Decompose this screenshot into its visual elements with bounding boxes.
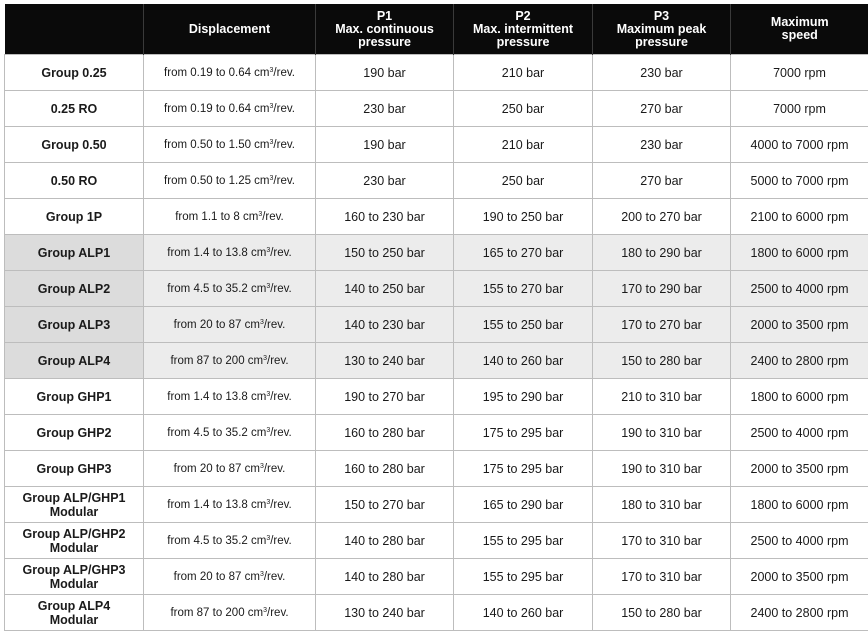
header-row: [5, 4, 868, 55]
table-row: [5, 343, 868, 379]
p3-cell: 230 bar: [593, 55, 731, 91]
p2-cell: 210 bar: [454, 127, 593, 163]
p3-cell: 190 to 310 bar: [593, 415, 731, 451]
group-name-cell: Group 0.25: [5, 55, 144, 91]
max-speed-cell: 2500 to 4000 rpm: [731, 523, 868, 559]
table-row: [5, 235, 868, 271]
p1-cell: 160 to 230 bar: [316, 199, 454, 235]
max-speed-cell: 2000 to 3500 rpm: [731, 451, 868, 487]
header-displacement: Displacement: [144, 4, 316, 55]
max-speed-cell: 2000 to 3500 rpm: [731, 559, 868, 595]
group-name-cell: Group ALP1: [5, 235, 144, 271]
displacement-cell: from 4.5 to 35.2 $cm^3$/rev.: [144, 271, 316, 307]
p2-cell: 210 bar: [454, 55, 593, 91]
p1-cell: 230 bar: [316, 91, 454, 127]
group-name-cell: Group 0.50: [5, 127, 144, 163]
cubic-superscript: 3: [263, 606, 268, 614]
displacement-cell: from 1.4 to 13.8 $cm^3$/rev.: [144, 235, 316, 271]
group-name-cell: 0.50 RO: [5, 163, 144, 199]
pump-specification-table: [4, 4, 868, 631]
max-speed-cell: 7000 rpm: [731, 91, 868, 127]
p1-cell: 150 to 250 bar: [316, 235, 454, 271]
cubic-superscript: 3: [266, 390, 271, 398]
displacement-cell: from 87 to 200 $cm^3$/rev.: [144, 595, 316, 631]
cubic-superscript: 3: [266, 498, 271, 506]
p3-cell: 270 bar: [593, 91, 731, 127]
p1-cell: 140 to 280 bar: [316, 523, 454, 559]
p3-cell: 180 to 290 bar: [593, 235, 731, 271]
p1-cell: 140 to 250 bar: [316, 271, 454, 307]
p1-cell: 150 to 270 bar: [316, 487, 454, 523]
displacement-cell: from 4.5 to 35.2 $cm^3$/rev.: [144, 523, 316, 559]
header-p1: P1 Max. continuous pressure: [316, 4, 454, 55]
p3-cell: 150 to 280 bar: [593, 595, 731, 631]
p2-cell: 140 to 260 bar: [454, 595, 593, 631]
displacement-cell: from 20 to 87 $cm^3$/rev.: [144, 451, 316, 487]
displacement-cell: from 0.19 to 0.64 $cm^3$/rev.: [144, 91, 316, 127]
table-row: [5, 451, 868, 487]
table-row: [5, 379, 868, 415]
table-row: [5, 55, 868, 91]
group-name-cell: Group ALP/GHP3 Modular: [5, 559, 144, 595]
p3-cell: 170 to 310 bar: [593, 523, 731, 559]
p1-cell: 130 to 240 bar: [316, 595, 454, 631]
max-speed-cell: 1800 to 6000 rpm: [731, 235, 868, 271]
max-speed-cell: 2400 to 2800 rpm: [731, 343, 868, 379]
group-name-cell: Group ALP4 Modular: [5, 595, 144, 631]
max-speed-cell: 4000 to 7000 rpm: [731, 127, 868, 163]
max-speed-cell: 2400 to 2800 rpm: [731, 595, 868, 631]
p3-cell: 180 to 310 bar: [593, 487, 731, 523]
p1-cell: 140 to 280 bar: [316, 559, 454, 595]
displacement-cell: from 20 to 87 $cm^3$/rev.: [144, 559, 316, 595]
displacement-cell: from 1.1 to 8 $cm^3$/rev.: [144, 199, 316, 235]
p3-cell: 270 bar: [593, 163, 731, 199]
table-row: [5, 523, 868, 559]
p1-cell: 140 to 230 bar: [316, 307, 454, 343]
displacement-cell: from 0.50 to 1.25 $cm^3$/rev.: [144, 163, 316, 199]
table-row: [5, 199, 868, 235]
displacement-cell: from 0.50 to 1.50 $cm^3$/rev.: [144, 127, 316, 163]
cubic-superscript: 3: [269, 66, 274, 74]
displacement-cell: from 87 to 200 $cm^3$/rev.: [144, 343, 316, 379]
p3-cell: 200 to 270 bar: [593, 199, 731, 235]
max-speed-cell: 5000 to 7000 rpm: [731, 163, 868, 199]
p3-cell: 170 to 310 bar: [593, 559, 731, 595]
p2-cell: 155 to 295 bar: [454, 523, 593, 559]
group-name-cell: Group ALP/GHP2 Modular: [5, 523, 144, 559]
p2-cell: 250 bar: [454, 163, 593, 199]
p1-cell: 190 to 270 bar: [316, 379, 454, 415]
group-name-cell: 0.25 RO: [5, 91, 144, 127]
cubic-superscript: 3: [269, 174, 274, 182]
p2-cell: 175 to 295 bar: [454, 415, 593, 451]
group-name-cell: Group GHP1: [5, 379, 144, 415]
p2-cell: 195 to 290 bar: [454, 379, 593, 415]
displacement-cell: from 1.4 to 13.8 $cm^3$/rev.: [144, 487, 316, 523]
group-name-cell: Group ALP2: [5, 271, 144, 307]
max-speed-cell: 1800 to 6000 rpm: [731, 487, 868, 523]
cubic-superscript: 3: [266, 534, 271, 542]
table-row: [5, 91, 868, 127]
p3-cell: 230 bar: [593, 127, 731, 163]
p1-cell: 160 to 280 bar: [316, 451, 454, 487]
cubic-superscript: 3: [269, 102, 274, 110]
cubic-superscript: 3: [266, 246, 271, 254]
p1-cell: 130 to 240 bar: [316, 343, 454, 379]
max-speed-cell: 2000 to 3500 rpm: [731, 307, 868, 343]
header-group: [5, 4, 144, 55]
table-row: [5, 487, 868, 523]
p2-cell: 165 to 270 bar: [454, 235, 593, 271]
p1-cell: 190 bar: [316, 55, 454, 91]
displacement-cell: from 20 to 87 $cm^3$/rev.: [144, 307, 316, 343]
header-max-speed: Maximum speed: [731, 4, 868, 55]
p3-cell: 190 to 310 bar: [593, 451, 731, 487]
displacement-cell: from 1.4 to 13.8 $cm^3$/rev.: [144, 379, 316, 415]
p2-cell: 140 to 260 bar: [454, 343, 593, 379]
max-speed-cell: 2500 to 4000 rpm: [731, 415, 868, 451]
table-row: [5, 595, 868, 631]
header-p3: P3 Maximum peak pressure: [593, 4, 731, 55]
max-speed-cell: 1800 to 6000 rpm: [731, 379, 868, 415]
max-speed-cell: 2500 to 4000 rpm: [731, 271, 868, 307]
group-name-cell: Group ALP/GHP1 Modular: [5, 487, 144, 523]
cubic-superscript: 3: [266, 282, 271, 290]
cubic-superscript: 3: [258, 210, 263, 218]
cubic-superscript: 3: [259, 318, 264, 326]
p3-cell: 170 to 290 bar: [593, 271, 731, 307]
table-header: [5, 4, 868, 55]
max-speed-cell: 2100 to 6000 rpm: [731, 199, 868, 235]
displacement-cell: from 4.5 to 35.2 $cm^3$/rev.: [144, 415, 316, 451]
p3-cell: 150 to 280 bar: [593, 343, 731, 379]
p2-cell: 250 bar: [454, 91, 593, 127]
table-row: [5, 559, 868, 595]
p2-cell: 190 to 250 bar: [454, 199, 593, 235]
p2-cell: 165 to 290 bar: [454, 487, 593, 523]
table-body: [5, 55, 868, 631]
group-name-cell: Group GHP2: [5, 415, 144, 451]
cubic-superscript: 3: [259, 570, 264, 578]
max-speed-cell: 7000 rpm: [731, 55, 868, 91]
group-name-cell: Group ALP3: [5, 307, 144, 343]
p2-cell: 155 to 250 bar: [454, 307, 593, 343]
group-name-cell: Group 1P: [5, 199, 144, 235]
p1-cell: 160 to 280 bar: [316, 415, 454, 451]
table-row: [5, 307, 868, 343]
cubic-superscript: 3: [269, 138, 274, 146]
p1-cell: 230 bar: [316, 163, 454, 199]
table-row: [5, 415, 868, 451]
p3-cell: 170 to 270 bar: [593, 307, 731, 343]
p3-cell: 210 to 310 bar: [593, 379, 731, 415]
group-name-cell: Group GHP3: [5, 451, 144, 487]
table-row: [5, 163, 868, 199]
p2-cell: 155 to 295 bar: [454, 559, 593, 595]
p2-cell: 175 to 295 bar: [454, 451, 593, 487]
header-p2: P2 Max. intermittent pressure: [454, 4, 593, 55]
cubic-superscript: 3: [263, 354, 268, 362]
table-row: [5, 271, 868, 307]
table-row: [5, 127, 868, 163]
group-name-cell: Group ALP4: [5, 343, 144, 379]
displacement-cell: from 0.19 to 0.64 $cm^3$/rev.: [144, 55, 316, 91]
cubic-superscript: 3: [266, 426, 271, 434]
spec-table-container: [4, 4, 868, 632]
p2-cell: 155 to 270 bar: [454, 271, 593, 307]
cubic-superscript: 3: [259, 462, 264, 470]
p1-cell: 190 bar: [316, 127, 454, 163]
